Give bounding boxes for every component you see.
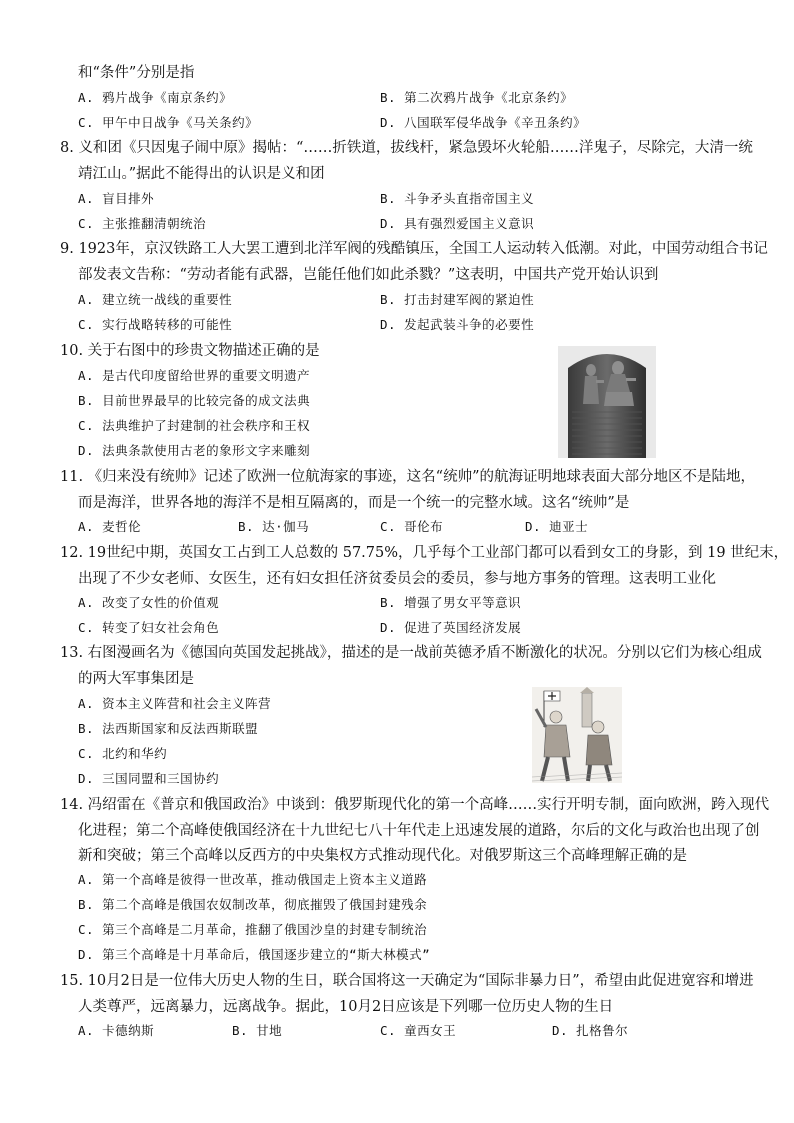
- q14-option-d: D. 第三个高峰是十月革命后，俄国逐步建立的“斯大林模式”: [78, 947, 431, 962]
- q7-option-b: B. 第二次鸦片战争《北京条约》: [380, 90, 574, 105]
- q8-option-d: D. 具有强烈爱国主义意识: [380, 216, 535, 231]
- q8-stem-line2: 靖江山。”据此不能得出的认识是义和团: [78, 166, 325, 182]
- q15-option-b: B. 甘地: [232, 1023, 283, 1038]
- q9-stem-line2: 部发表文告称：“劳动者能有武器，岂能任他们如此杀戮？”这表明，中国共产党开始认识到: [78, 267, 659, 283]
- q12-stem-line1: 12. 19世纪中期，英国女工占到工人总数的 57.75%，几乎每个工业部门都可以看到女工的身影，到 19 世纪末，: [60, 545, 789, 561]
- q14-stem-line3: 新和突破；第三个高峰以反西方的中央集权方式推动现代化。对俄罗斯这三个高峰理解正确的是: [78, 848, 687, 864]
- q7-stem-tail: 和“条件”分别是指: [78, 65, 195, 81]
- q13-option-c: C. 北约和华约: [78, 746, 168, 761]
- q14-option-a: A. 第一个高峰是彼得一世改革，推动俄国走上资本主义道路: [78, 872, 428, 887]
- q12-stem-line2: 出现了不少女老师、女医生，还有妇女担任济贫委员会的委员，参与地方事务的管理。这表明工业化: [78, 571, 716, 587]
- q8-stem-line1: 8. 义和团《只因鬼子闹中原》揭帖：“……折铁道，拔线杆，紧急毁坏火轮船……洋鬼子，尽除完，大清一统: [60, 140, 753, 156]
- q11-stem-line2: 而是海洋，世界各地的海洋不是相互隔离的，而是一个统一的完整水域。这名“统帅”是: [78, 495, 630, 511]
- q12-option-a: A. 改变了女性的价值观: [78, 595, 220, 610]
- q7-option-d: D. 八国联军侵华战争《辛丑条约》: [380, 115, 587, 130]
- q14-option-c: C. 第三个高峰是二月革命，推翻了俄国沙皇的封建专制统治: [78, 922, 428, 937]
- q11-option-d: D. 迪亚士: [525, 519, 589, 534]
- cartoon-image: [532, 687, 622, 783]
- stele-image: [558, 346, 656, 458]
- q9-stem-line1: 9. 1923年，京汉铁路工人大罢工遭到北洋军阀的残酷镇压，全国工人运动转入低潮。对此，中国劳动组合书记: [60, 241, 768, 257]
- q9-option-b: B. 打击封建军阀的紧迫性: [380, 292, 535, 307]
- q13-option-a: A. 资本主义阵营和社会主义阵营: [78, 696, 272, 711]
- q11-stem-line1: 11. 《归来没有统帅》记述了欧洲一位航海家的事迹，这名“统帅”的航海证明地球表面大部分地区不是陆地，: [60, 469, 755, 485]
- q9-option-d: D. 发起武装斗争的必要性: [380, 317, 535, 332]
- q15-stem-line1: 15. 10月2日是一位伟大历史人物的生日，联合国将这一天确定为“国际非暴力日”，希望由此促进宽容和增进: [60, 973, 754, 989]
- q10-stem: 10. 关于右图中的珍贵文物描述正确的是: [60, 343, 320, 359]
- q7-option-a: A. 鸦片战争《南京条约》: [78, 90, 233, 105]
- q11-option-b: B. 达·伽马: [238, 519, 310, 534]
- q9-option-c: C. 实行战略转移的可能性: [78, 317, 233, 332]
- q15-option-a: A. 卡德纳斯: [78, 1023, 155, 1038]
- q8-option-c: C. 主张推翻清朝统治: [78, 216, 207, 231]
- q10-option-d: D. 法典条款使用古老的象形文字来雕刻: [78, 443, 311, 458]
- q13-stem-line1: 13. 右图漫画名为《德国向英国发起挑战》，描述的是一战前英德矛盾不断激化的状况。分别以它们为核心组成: [60, 645, 762, 661]
- q15-option-c: C. 童西女王: [380, 1023, 457, 1038]
- q8-option-a: A. 盲目排外: [78, 191, 155, 206]
- q12-option-d: D. 促进了英国经济发展: [380, 620, 522, 635]
- q13-option-d: D. 三国同盟和三国协约: [78, 771, 220, 786]
- q7-option-c: C. 甲午中日战争《马关条约》: [78, 115, 259, 130]
- q14-option-b: B. 第二个高峰是俄国农奴制改革，彻底摧毁了俄国封建残余: [78, 897, 428, 912]
- q10-option-a: A. 是古代印度留给世界的重要文明遗产: [78, 368, 311, 383]
- q15-option-d: D. 扎格鲁尔: [552, 1023, 629, 1038]
- q14-stem-line2: 化进程；第二个高峰使俄国经济在十九世纪七八十年代走上迅速发展的道路，尔后的文化与政治也出现了创: [78, 823, 760, 839]
- q9-option-a: A. 建立统一战线的重要性: [78, 292, 233, 307]
- q11-option-a: A. 麦哲伦: [78, 519, 142, 534]
- q10-option-b: B. 目前世界最早的比较完备的成文法典: [78, 393, 311, 408]
- q8-option-b: B. 斗争矛头直指帝国主义: [380, 191, 535, 206]
- q14-stem-line1: 14. 冯绍雷在《普京和俄国政治》中谈到：俄罗斯现代化的第一个高峰……实行开明专制，面向欧洲，跨入现代: [60, 797, 770, 813]
- q11-option-c: C. 哥伦布: [380, 519, 444, 534]
- q10-option-c: C. 法典维护了封建制的社会秩序和王权: [78, 418, 311, 433]
- q13-stem-line2: 的两大军事集团是: [78, 671, 194, 687]
- q13-option-b: B. 法西斯国家和反法西斯联盟: [78, 721, 259, 736]
- q12-option-b: B. 增强了男女平等意识: [380, 595, 522, 610]
- q12-option-c: C. 转变了妇女社会角色: [78, 620, 220, 635]
- q15-stem-line2: 人类尊严，远离暴力，远离战争。据此，10月2日应该是下列哪一位历史人物的生日: [78, 999, 614, 1015]
